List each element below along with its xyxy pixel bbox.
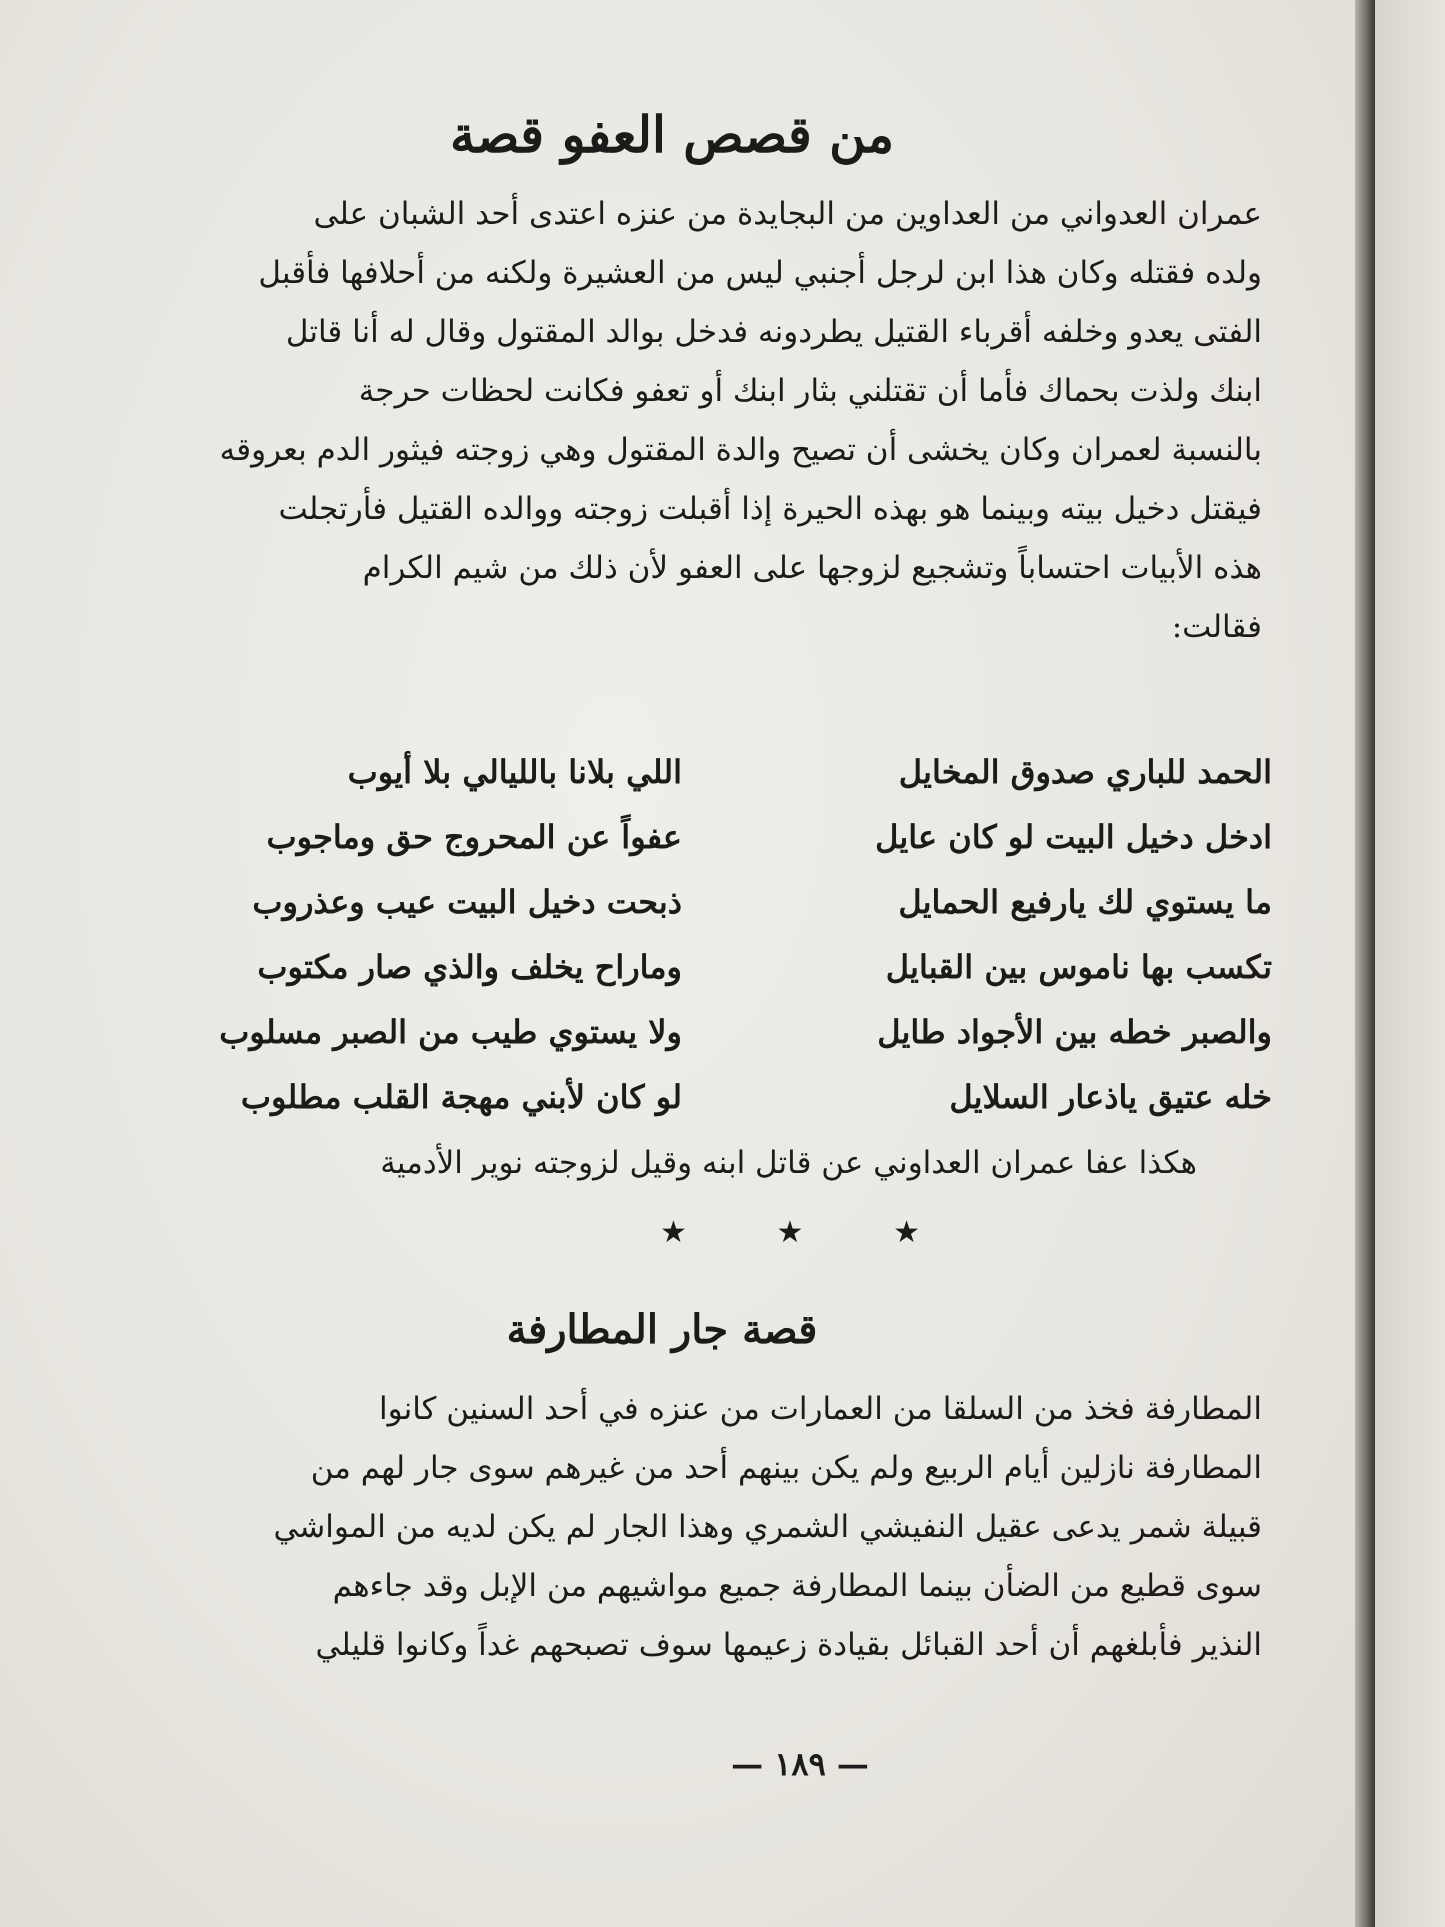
- text-line: سوى قطيع من الضأن بينما المطارفة جميع مواشيهم من الإبل وقد جاءهم: [332, 1568, 1262, 1604]
- adjacent-page-edge: [1375, 0, 1445, 1927]
- star-icon: ★: [893, 1215, 920, 1250]
- poem-verse: [182, 805, 1272, 870]
- verse-first-half: والصبر خطه بين الأجواد طايل: [877, 1013, 1272, 1051]
- book-gutter: [1355, 0, 1375, 1927]
- text-line: فيقتل دخيل بيته وبينما هو بهذه الحيرة إذا أقبلت زوجته ووالده القتيل فأرتجلت: [278, 491, 1262, 527]
- poem-verse: [182, 935, 1272, 1000]
- section-title: قصة جار المطارفة: [506, 1306, 818, 1353]
- story-paragraph-2: [192, 1380, 1262, 1675]
- poem-verse: [182, 870, 1272, 935]
- star-icon: ★: [660, 1215, 687, 1250]
- poem-verse: [182, 740, 1272, 805]
- text-line: عمران العدواني من العداوين من البجايدة من عنزه اعتدى أحد الشبان على: [313, 196, 1262, 232]
- text-line: قبيلة شمر يدعى عقيل النفيشي الشمري وهذا الجار لم يكن لديه من المواشي: [273, 1509, 1262, 1545]
- text-line: ولده فقتله وكان هذا ابن لرجل أجنبي ليس من العشيرة ولكنه من أحلافها فأقبل: [258, 255, 1262, 291]
- text-line: الفتى يعدو وخلفه أقرباء القتيل يطردونه فدخل بوالد المقتول وقال له أنا قاتل: [285, 314, 1262, 350]
- verse-second-half: ذبحت دخيل البيت عيب وعذروب: [252, 883, 682, 921]
- text-line: النذير فأبلغهم أن أحد القبائل بقيادة زعيمها سوف تصبحهم غداً وكانوا قليلي: [315, 1627, 1262, 1663]
- star-icon: ★: [776, 1215, 804, 1250]
- verse-second-half: اللي بلانا بالليالي بلا أيوب: [347, 753, 682, 791]
- verse-first-half: الحمد للباري صدوق المخايل: [898, 753, 1272, 791]
- text-line: ابنك ولذت بحماك فأما أن تقتلني بثار ابنك أو تعفو فكانت لحظات حرجة: [358, 373, 1262, 409]
- verse-first-half: ادخل دخيل البيت لو كان عايل: [875, 818, 1272, 856]
- text-line: المطارفة فخذ من السلقا من العمارات من عنزه في أحد السنين كانوا: [378, 1391, 1262, 1427]
- verse-first-half: خله عتيق ياذعار السلايل: [949, 1078, 1272, 1116]
- story-title: من قصص العفو قصة: [449, 105, 895, 164]
- section-separator: [660, 1215, 920, 1250]
- page-number: — ١٨٩ —: [731, 1745, 869, 1783]
- verse-second-half: وماراح يخلف والذي صار مكتوب: [257, 948, 682, 986]
- verse-second-half: عفواً عن المحروج حق وماجوب: [266, 818, 682, 856]
- verse-second-half: ولا يستوي طيب من الصبر مسلوب: [219, 1013, 682, 1051]
- poem: [182, 740, 1272, 1130]
- story-paragraph-1: [192, 185, 1262, 657]
- verse-second-half: لو كان لأبني مهجة القلب مطلوب: [240, 1078, 682, 1116]
- poem-verse: [182, 1000, 1272, 1065]
- poem-verse: [182, 1065, 1272, 1130]
- text-line: هذه الأبيات احتساباً وتشجيع لزوجها على العفو لأن ذلك من شيم الكرام: [362, 550, 1262, 586]
- text-line: المطارفة نازلين أيام الربيع ولم يكن بينهم أحد من غيرهم سوى جار لهم من: [310, 1450, 1262, 1486]
- verse-first-half: ما يستوي لك يارفيع الحمايل: [898, 883, 1272, 921]
- closing-line: هكذا عفا عمران العداوني عن قاتل ابنه وقيل لزوجته نوير الأدمية: [380, 1145, 1197, 1181]
- text-line: بالنسبة لعمران وكان يخشى أن تصيح والدة المقتول وهي زوجته فيثور الدم بعروقه: [219, 432, 1262, 468]
- text-line: فقالت:: [1171, 609, 1262, 645]
- verse-first-half: تكسب بها ناموس بين القبايل: [885, 948, 1272, 986]
